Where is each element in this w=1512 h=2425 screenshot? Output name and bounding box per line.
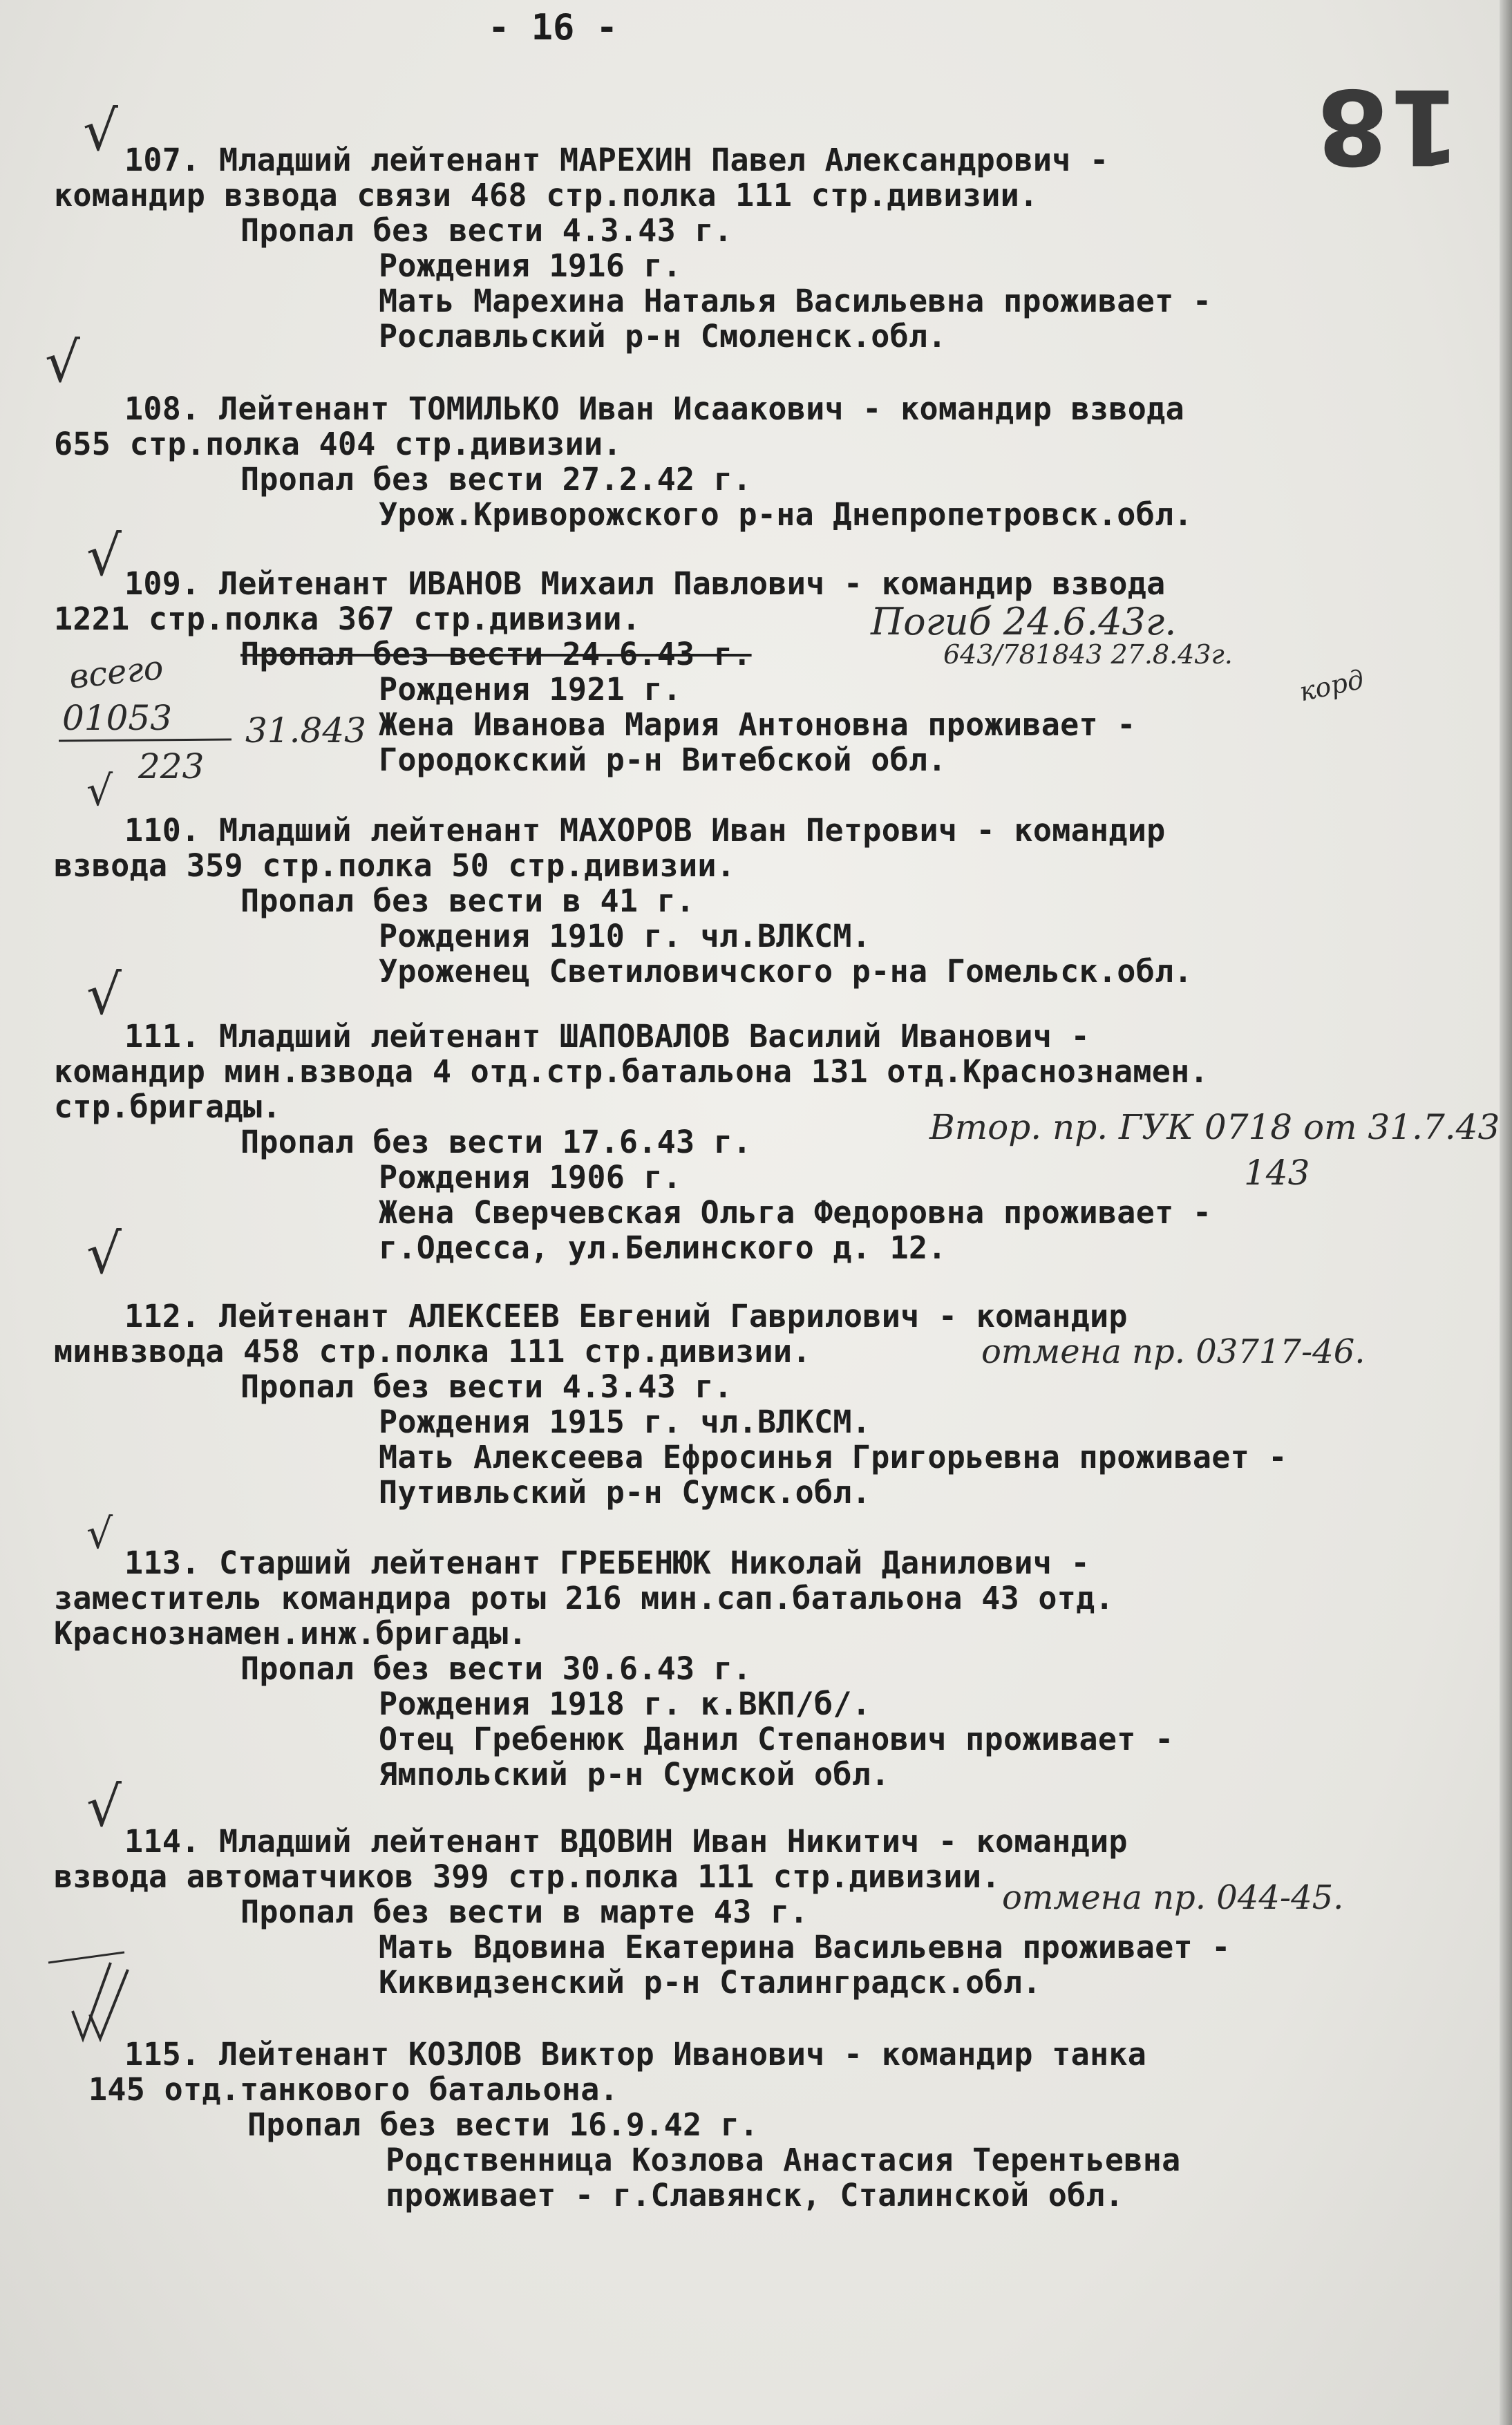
entry-110-line-1: 110. Младший лейтенант МАХОРОВ Иван Петрович - командир [124, 812, 1166, 849]
entry-107-line-3: Пропал без вести 4.3.43 г. [240, 212, 733, 249]
entry-113-line-6: Отец Гребенюк Данил Степанович проживает - [379, 1721, 1174, 1757]
entry-110-line-4: Рождения 1910 г. чл.ВЛКСМ. [379, 918, 871, 954]
handwritten-underline [59, 738, 238, 745]
entry-111-line-1: 111. Младший лейтенант ШАПОВАЛОВ Василий Иванович - [124, 1018, 1090, 1055]
entry-115-line-4: Родственница Козлова Анастасия Терентьевна [386, 2142, 1181, 2178]
page-edge-shadow [1500, 0, 1512, 2425]
entry-111-line-7: г.Одесса, ул.Белинского д. 12. [379, 1229, 947, 1266]
entry-113-line-7: Ямпольский р-н Сумской обл. [379, 1756, 890, 1793]
entry-110-line-5: Уроженец Светиловичского р-на Гомельск.обл. [379, 953, 1193, 990]
entry-114-line-3: Пропал без вести в марте 43 г. [240, 1894, 809, 1930]
entry-109-line-5: Жена Иванова Мария Антоновна проживает - [379, 706, 1136, 743]
entry-111-line-2: командир мин.взвода 4 отд.стр.батальона 131 отд.Краснознамен. [54, 1053, 1209, 1090]
check-mark: √ [86, 1775, 122, 1839]
entry-107-line-5: Мать Марехина Наталья Васильевна проживает - [379, 283, 1212, 319]
entry-108-line-1: 108. Лейтенант ТОМИЛЬКО Иван Исаакович - командир взвода [124, 390, 1184, 427]
check-mark: √ [86, 767, 113, 815]
entry-111-line-4: Пропал без вести 17.6.43 г. [240, 1124, 752, 1160]
entry-107-line-1: 107. Младший лейтенант МАРЕХИН Павел Александрович - [124, 142, 1109, 178]
handwritten-died-note: Погиб 24.6.43г. [871, 600, 1177, 643]
handwritten-order-sub: 143 [1244, 1153, 1310, 1193]
check-mark: √ [45, 330, 80, 395]
entry-112-line-6: Путивльский р-н Сумск.обл. [379, 1474, 871, 1511]
entry-112-line-1: 112. Лейтенант АЛЕКСЕЕВ Евгений Гаврилович - командир [124, 1298, 1128, 1334]
handwritten-small-note: корд [1296, 663, 1367, 708]
entry-110-line-2: взвода 359 стр.полка 50 стр.дивизии. [54, 847, 736, 884]
entry-113-line-4: Пропал без вести 30.6.43 г. [240, 1650, 752, 1687]
entry-112-line-2: минвзвода 458 стр.полка 111 стр.дивизии. [54, 1333, 811, 1370]
entry-112-line-4: Рождения 1915 г. чл.ВЛКСМ. [379, 1404, 871, 1440]
entry-113-line-3: Краснознамен.инж.бригады. [54, 1615, 527, 1652]
entry-109-line-2: 1221 стр.полка 367 стр.дивизии. [54, 601, 641, 637]
entry-113-line-2: заместитель командира роты 216 мин.сап.батальона 43 отд. [54, 1580, 1114, 1616]
entry-107-line-2: командир взвода связи 468 стр.полка 111 стр.дивизии. [54, 177, 1039, 214]
entry-109-line-3-struck: Пропал без вести 24.6.43 г. [240, 636, 752, 672]
corner-stamp-number: 18 [1316, 66, 1461, 186]
entry-108-line-2: 655 стр.полка 404 стр.дивизии. [54, 426, 622, 462]
entry-113-line-1: 113. Старший лейтенант ГРЕБЕНЮК Николай Данилович - [124, 1545, 1090, 1581]
entry-112-line-5: Мать Алексеева Ефросинья Григорьевна проживает - [379, 1439, 1287, 1475]
check-mark: √ [86, 524, 122, 588]
handwritten-order-note: Втор. пр. ГУК 0718 от 31.7.43 [929, 1107, 1500, 1147]
handwritten-margin-total: всего [67, 648, 165, 697]
entry-109-line-6: Городокский р-н Витебской обл. [379, 742, 947, 778]
entry-114-line-2: взвода автоматчиков 399 стр.полка 111 стр.дивизии. [54, 1858, 1001, 1895]
entry-108-line-3: Пропал без вести 27.2.42 г. [240, 461, 752, 498]
entry-114-line-5: Киквидзенский р-н Сталинградск.обл. [379, 1964, 1041, 2001]
entry-114-line-1: 114. Младший лейтенант ВДОВИН Иван Никитич - командир [124, 1823, 1128, 1860]
handwritten-cancel-note: отмена пр. 044-45. [1002, 1878, 1344, 1917]
entry-107-line-4: Рождения 1916 г. [379, 247, 682, 284]
entry-109-line-4: Рождения 1921 г. [379, 671, 682, 708]
double-check-mark [41, 1949, 152, 2046]
entry-109-line-1: 109. Лейтенант ИВАНОВ Михаил Павлович - командир взвода [124, 565, 1166, 602]
handwritten-margin-sum: 223 [138, 746, 205, 786]
entry-111-line-6: Жена Сверчевская Ольга Федоровна проживает - [379, 1194, 1212, 1231]
entry-108-line-4: Урож.Криворожского р-на Днепропетровск.обл. [379, 496, 1193, 533]
check-mark: √ [86, 1222, 122, 1286]
check-mark: √ [83, 99, 118, 163]
entry-114-line-4: Мать Вдовина Екатерина Васильевна проживает - [379, 1929, 1231, 1965]
entry-115-line-3: Пропал без вести 16.9.42 г. [247, 2106, 759, 2143]
check-mark: √ [86, 1510, 113, 1558]
entry-107-line-6: Рославльский р-н Смоленск.обл. [379, 318, 947, 355]
entry-111-line-3: стр.бригады. [54, 1088, 281, 1125]
entry-115-line-1: 115. Лейтенант КОЗЛОВ Виктор Иванович - командир танка [124, 2036, 1147, 2073]
handwritten-margin-number: 01053 [62, 698, 173, 738]
handwritten-cancel-note: отмена пр. 03717-46. [981, 1332, 1365, 1371]
check-mark: √ [86, 963, 122, 1027]
handwritten-order-note: 643/781843 27.8.43г. [943, 639, 1233, 670]
entry-111-line-5: Рождения 1906 г. [379, 1159, 682, 1196]
entry-115-line-2: 145 отд.танкового батальона. [88, 2071, 618, 2108]
entry-115-line-5: проживает - г.Славянск, Сталинской обл. [386, 2177, 1124, 2214]
entry-112-line-3: Пропал без вести 4.3.43 г. [240, 1368, 733, 1405]
entry-113-line-5: Рождения 1918 г. к.ВКП/б/. [379, 1686, 871, 1722]
entry-110-line-3: Пропал без вести в 41 г. [240, 883, 695, 919]
handwritten-margin-date: 31.843 [245, 710, 366, 751]
page-number: - 16 - [488, 7, 618, 48]
